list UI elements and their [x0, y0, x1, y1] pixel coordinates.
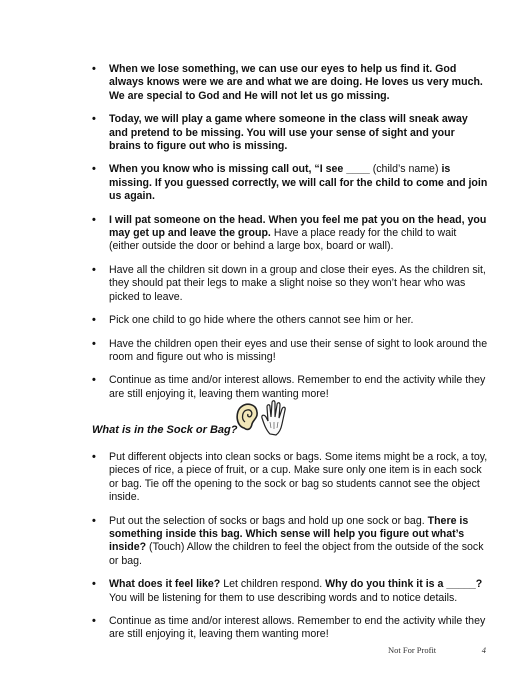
- section-heading: What is in the Sock or Bag?: [92, 424, 238, 436]
- list-item: • Have all the children sit down in a group and close their eyes. As the children sit, they should pat their legs to make a slight noise so they won’t hear who was picked to leave.: [92, 264, 488, 304]
- page-footer: [388, 645, 488, 655]
- list-item: • What does it feel like? Let children respond. Why do you think it is a _____? You will be listening for them to use describing words and to notice details.: [92, 578, 488, 605]
- page-number: 4: [481, 645, 486, 655]
- ear-icon: [237, 404, 257, 429]
- senses-icons: [234, 398, 294, 438]
- footer-text: Not For Profit: [388, 645, 437, 655]
- list-item: • Continue as time and/or interest allows. Remember to end the activity while they are still enjoying it, leaving them wanting more!: [92, 374, 488, 401]
- sock-bag-instructions: [92, 451, 488, 642]
- list-item: • When you know who is missing call out, “I see ____ (child’s name) is missing. If you guessed correctly, we will call for the child to come and join us again.: [92, 163, 488, 203]
- hand-icon: [262, 401, 285, 435]
- list-item: • Have the children open their eyes and use their sense of sight to look around the room and figure out who is missing!: [92, 338, 488, 365]
- list-item: • Put different objects into clean socks or bags. Some items might be a rock, a toy, pieces of rice, a piece of fruit, or a cup. Make sure only one item is in each sock or bag. Tie off the opening to the sock or bag so students cannot see the object inside.: [92, 451, 488, 505]
- missing-game-instructions: [92, 63, 488, 401]
- list-item: • Put out the selection of socks or bags and hold up one sock or bag. There is something inside this bag. Which sense will help you figure out what’s inside? (Touch) Allow the children to feel the object from the outside of the sock or bag.: [92, 515, 488, 569]
- list-item: • I will pat someone on the head. When you feel me pat you on the head, you may get up and leave the group. Have a place ready for the child to wait (either outside the door or behind a large box, board or wall).: [92, 214, 488, 254]
- list-item: • Pick one child to go hide where the others cannot see him or her.: [92, 314, 488, 327]
- list-item: • Today, we will play a game where someone in the class will sneak away and pretend to be missing. You will use your sense of sight and your brains to figure out who is missing.: [92, 113, 488, 153]
- list-item: • Continue as time and/or interest allows. Remember to end the activity while they are still enjoying it, leaving them wanting more!: [92, 615, 488, 642]
- list-item: • When we lose something, we can use our eyes to help us find it. God always knows were we are and what we are doing. He loves us very much. We are special to God and He will not let us go missing.: [92, 63, 488, 103]
